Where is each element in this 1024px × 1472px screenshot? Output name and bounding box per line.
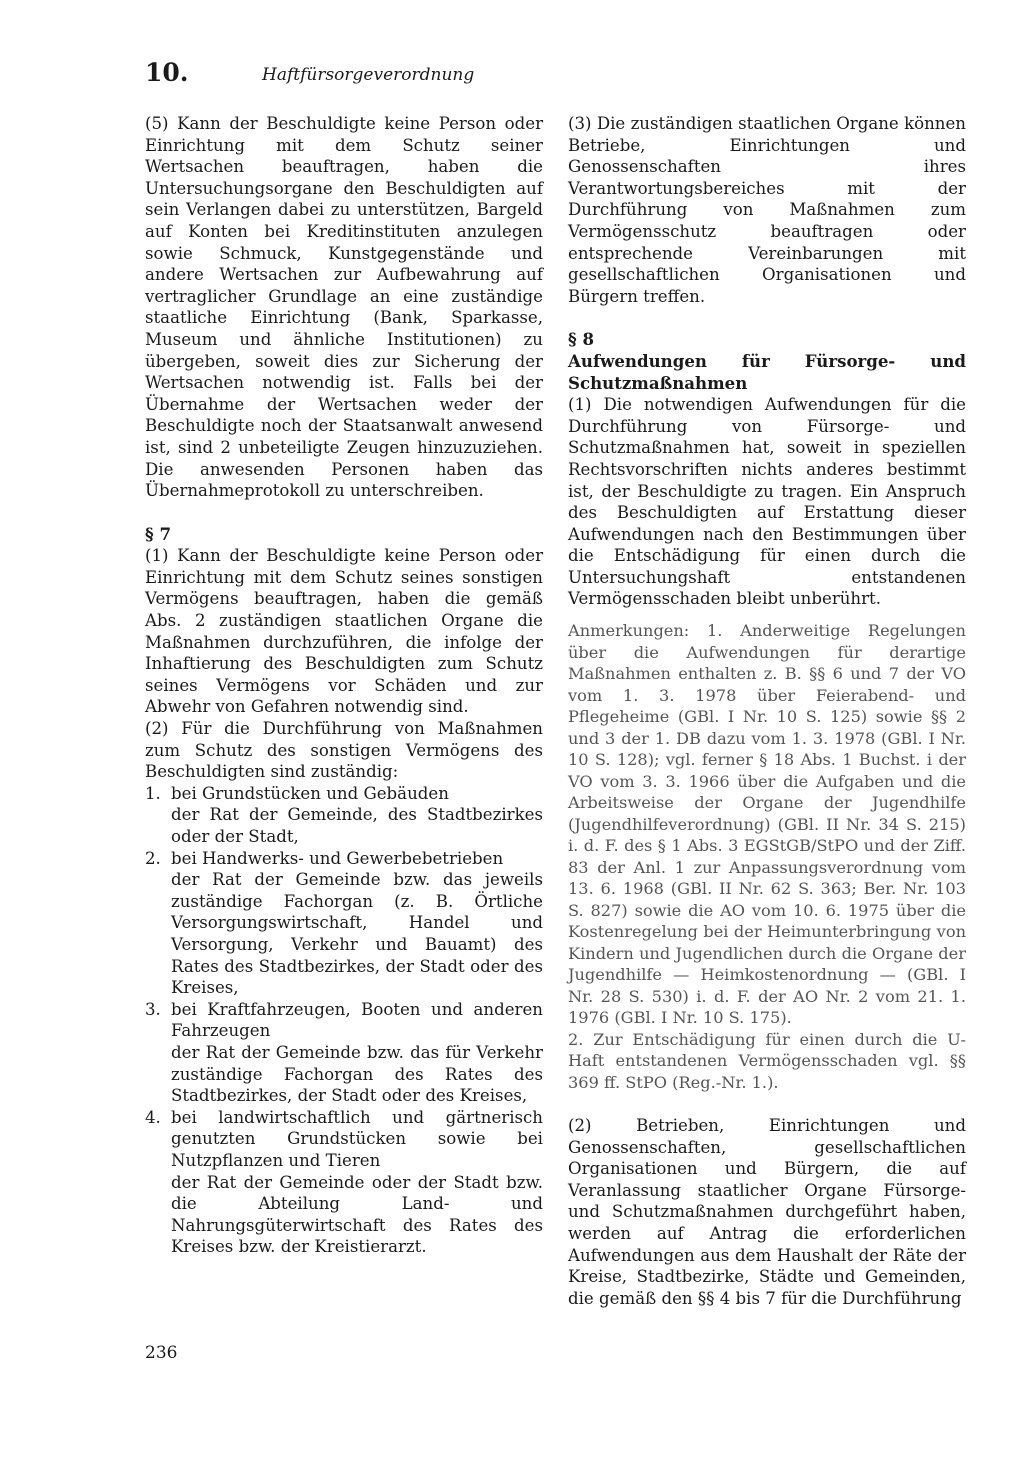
list-item-authority: der Rat der Gemeinde, des Stadtbezirkes oder der Stadt,	[171, 805, 543, 846]
list-item	[145, 848, 543, 999]
section-7-heading: § 7	[145, 523, 172, 544]
list-item-number: 3.	[145, 999, 161, 1019]
section-8-paragraph-1: (1) Die notwendigen Aufwendungen für die Durchführung von Fürsorge- und Schutzmaßnahmen hat, soweit in speziellen Rechtsvorschriften nichts anderes bestimmt ist, der Beschuldigte zu tragen. Ein Anspruch des Beschuldigten auf Erstattung dieser Aufwendungen nach den Bestimmungen über die Entschädigung für einen durch die Untersuchungshaft entstandenen Vermögensschaden bleibt unberührt.	[568, 395, 966, 609]
page-number: 236	[145, 1343, 178, 1363]
list-item-subject: bei Grundstücken und Gebäuden	[171, 783, 449, 803]
list-item-subject: bei landwirtschaftlich und gärtnerisch genutzten Grundstücken sowie bei Nutzpflanzen und Tieren	[171, 1107, 543, 1170]
paragraph-3: (3) Die zuständigen staatlichen Organe können Betriebe, Einrichtungen und Genossenschaften ihres Verantwortungsbereiches mit der Durchführung von Maßnahmen zum Vermögensschutz beauftragen oder entsprechende Vereinbarungen mit gesellschaftlichen Organisationen und Bürgern treffen.	[568, 114, 966, 306]
list-item	[145, 783, 543, 848]
list-item-subject: bei Kraftfahrzeugen, Booten und anderen Fahrzeugen	[171, 999, 543, 1041]
chapter-number: 10.	[145, 58, 189, 87]
list-item	[145, 1107, 543, 1258]
list-item-number: 4.	[145, 1107, 161, 1127]
right-column	[568, 113, 966, 1309]
section-8-title: Aufwendungen für Fürsorge- und Schutzmaßnahmen	[568, 350, 966, 393]
responsibility-list	[145, 783, 543, 1258]
list-item-authority: der Rat der Gemeinde bzw. das für Verkehr zuständige Fachorgan des Rates des Stadtbezirkes, der Stadt oder des Kreises,	[171, 1042, 543, 1106]
left-column	[145, 113, 543, 1258]
list-item-authority: der Rat der Gemeinde oder der Stadt bzw. die Abteilung Land- und Nahrungsgüterwirtschaft des Rates des Kreises bzw. der Kreistierarzt.	[171, 1172, 543, 1257]
annotation-1: Anmerkungen: 1. Anderweitige Regelungen über die Aufwendungen für derartige Maßnahmen enthalten z. B. §§ 6 und 7 der VO vom 1. 3. 1978 über Feierabend- und Pflegeheime (GBl. I Nr. 10 S. 125) sowie §§ 2 und 3 der 1. DB dazu vom 1. 3. 1978 (GBl. I Nr. 10 S. 128); vgl. ferner § 18 Abs. 1 Buchst. i der VO vom 3. 3. 1966 über die Aufgaben und die Arbeitsweise der Organe der Jugendhilfe (Jugendhilfeverordnung) (GBl. II Nr. 34 S. 215) i. d. F. des § 1 Abs. 3 EGStGB/StPO und der Ziff. 83 der Anl. 1 zur Anpassungsverordnung vom 13. 6. 1968 (GBl. II Nr. 62 S. 363; Ber. Nr. 103 S. 827) sowie die AO vom 10. 6. 1975 über die Kostenregelung bei der Heimunterbringung von Kindern und Jugendlichen durch die Organe der Jugendhilfe — Heimkostenordnung — (GBl. I Nr. 28 S. 530) i. d. F. der AO Nr. 2 vom 21. 1. 1976 (GBl. I Nr. 10 S. 175).	[568, 621, 966, 1028]
section-8-paragraph-2: (2) Betrieben, Einrichtungen und Genossenschaften, gesellschaftlichen Organisationen und Bürgern, die auf Veranlassung staatlicher Organe Fürsorge- und Schutzmaßnahmen durchgeführt haben, werden auf Antrag die erforderlichen Aufwendungen aus dem Haushalt der Räte der Kreise, Stadtbezirke, Städte und Gemeinden, die gemäß den §§ 4 bis 7 für die Durchführung	[568, 1116, 966, 1308]
paragraph-5: (5) Kann der Beschuldigte keine Person oder Einrichtung mit dem Schutz seiner Wertsachen beauftragen, haben die Untersuchungsorgane den Beschuldigten auf sein Verlangen dabei zu unterstützen, Bargeld auf Konten bei Kreditinstituten anzulegen sowie Schmuck, Kunstgegenstände und andere Wertsachen zur Aufbewahrung auf vertraglicher Grundlage an eine zuständige staatliche Einrichtung (Bank, Sparkasse, Museum und ähnliche Institutionen) zu übergeben, soweit dies zur Sicherung der Wertsachen notwendig ist. Falls bei der Übernahme der Wertsachen weder der Beschuldigte noch der Staatsanwalt anwesend ist, sind 2 unbeteiligte Zeugen hinzuzuziehen. Die anwesenden Personen haben das Übernahmeprotokoll zu unterschreiben.	[145, 114, 543, 501]
list-item-number: 1.	[145, 783, 161, 803]
list-item-subject: bei Handwerks- und Gewerbebetrieben	[171, 848, 504, 868]
list-item-number: 2.	[145, 848, 161, 868]
list-item-authority: der Rat der Gemeinde bzw. das jeweils zuständige Fachorgan (z. B. Örtliche Versorgungswirtschaft, Handel und Versorgung, Verkehr und Bauamt) des Rates des Stadtbezirkes, der Stadt oder des Kreises,	[171, 870, 543, 998]
section-7-paragraph-1: (1) Kann der Beschuldigte keine Person oder Einrichtung mit dem Schutz seines sonstigen Vermögens beauftragen, haben die gemäß Abs. 2 zuständigen staatlichen Organe die Maßnahmen durchzuführen, die infolge der Inhaftierung des Beschuldigten zum Schutz seines Vermögens vor Schäden und zur Abwehr von Gefahren notwendig sind.	[145, 546, 543, 717]
annotation-2: 2. Zur Entschädigung für einen durch die U-Haft entstandenen Vermögensschaden vgl. §§ 369 ff. StPO (Reg.-Nr. 1.).	[568, 1029, 966, 1092]
list-item	[145, 999, 543, 1107]
section-8-heading: § 8	[568, 329, 595, 350]
section-7-paragraph-2: (2) Für die Durchführung von Maßnahmen zum Schutz des sonstigen Vermögens des Beschuldigten sind zuständig:	[145, 719, 543, 782]
running-title: Haftfürsorgeverordnung	[262, 65, 475, 85]
